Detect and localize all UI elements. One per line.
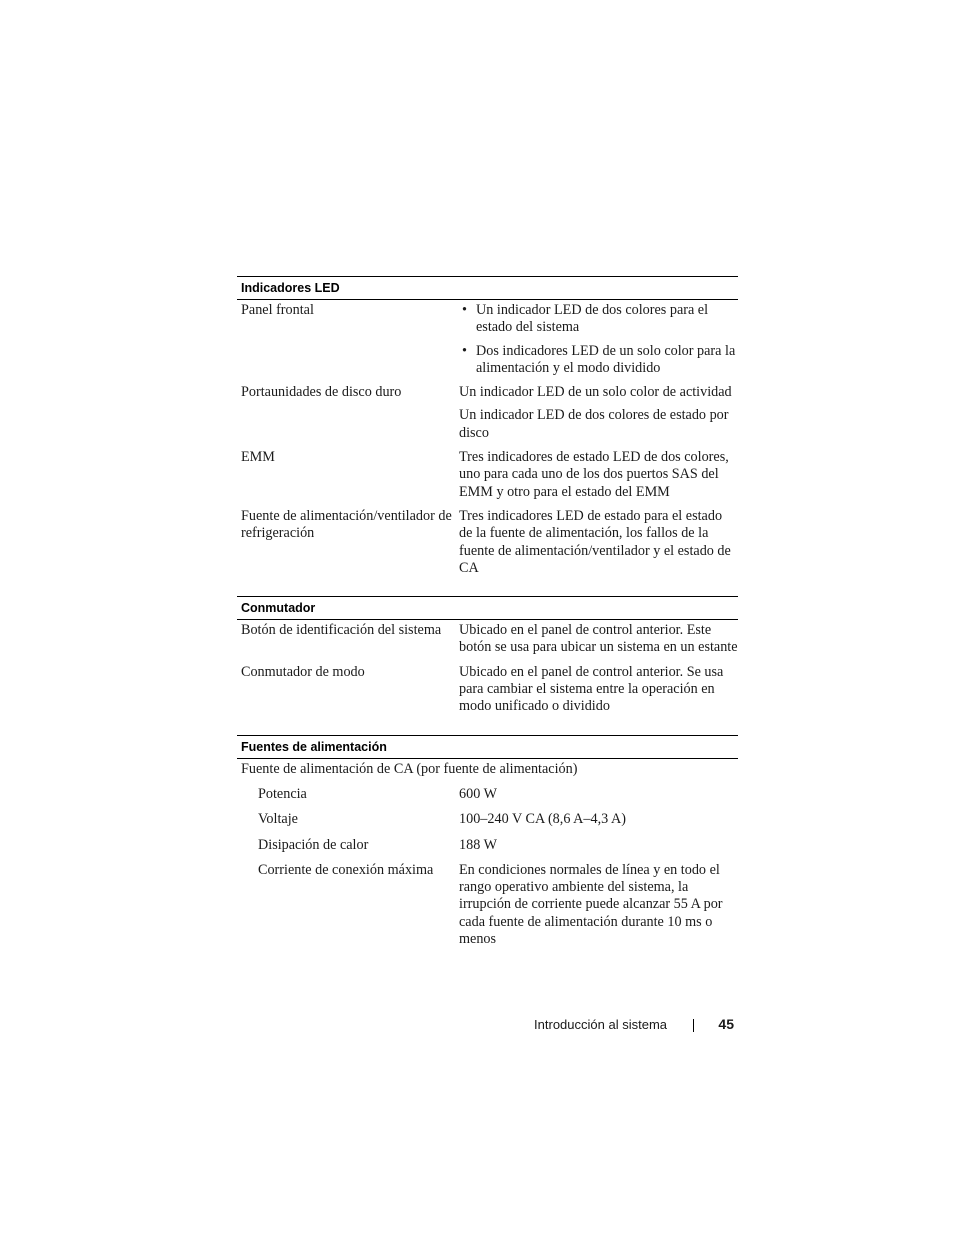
spec-row-emm (237, 449, 738, 501)
spec-value: Un indicador LED de un solo color de actividad (459, 384, 732, 401)
spec-row-front-panel (237, 302, 738, 377)
section-heading-leds: Indicadores LED (237, 276, 738, 300)
spec-label: Botón de identificación del sistema (241, 622, 442, 639)
spec-label: Conmutador de modo (241, 663, 365, 680)
spec-label: Fuente de alimentación/ventilador de refrigeración (241, 507, 452, 542)
spec-label: Potencia (258, 785, 307, 802)
footer-divider (693, 1019, 694, 1032)
spec-row-mode-switch (237, 664, 738, 716)
spec-value: 188 W (459, 836, 497, 853)
spec-label: Portaunidades de disco duro (241, 384, 402, 401)
spec-value: 100–240 V CA (8,6 A–4,3 A) (459, 811, 626, 828)
spec-row-wattage (237, 786, 738, 803)
spec-label: Panel frontal (241, 302, 314, 318)
spec-row-heat (237, 837, 738, 854)
footer-chapter-title: Introducción al sistema (534, 1017, 667, 1032)
spec-label: Disipación de calor (258, 836, 369, 853)
spec-row-inrush (237, 862, 738, 948)
spec-value: Tres indicadores de estado LED de dos colores, uno para cada uno de los dos puertos SAS del EMM y otro para el estado del EMM (459, 449, 729, 500)
page-number: 45 (718, 1016, 734, 1032)
list-item: • Dos indicadores LED de un solo color para la alimentación y el modo dividido (459, 343, 738, 378)
spec-value: Tres indicadores LED de estado para el estado de la fuente de alimentación, los fallos de la fuente de alimentación/ventilador y el estado de CA (459, 507, 731, 576)
spec-value: Ubicado en el panel de control anterior. Se usa para cambiar el sistema entre la operación en modo unificado o dividido (459, 663, 724, 715)
spec-value: 600 W (459, 785, 497, 802)
spec-value: En condiciones normales de línea y en todo el rango operativo ambiente del sistema, la irrupción de corriente puede alcanzar 55 A por cada fuente de alimentación durante 10 ms o menos (459, 861, 723, 948)
spec-row-hdd (237, 384, 738, 442)
spec-row-psu-fan (237, 508, 738, 577)
section-heading-switches: Conmutador (237, 596, 738, 620)
spec-row-id-button (237, 622, 738, 657)
spec-table (237, 276, 738, 948)
spec-row-voltage (237, 811, 738, 828)
spec-value: Ubicado en el panel de control anterior. Este botón se usa para ubicar un sistema en un estante (459, 622, 738, 656)
spec-label: Voltaje (258, 811, 298, 828)
spec-value: Un indicador LED de dos colores de estado por disco (459, 407, 729, 441)
page-footer (0, 1015, 954, 1035)
spec-subheading-ac: Fuente de alimentación de CA (por fuente de alimentación) (241, 760, 578, 777)
spec-label: Corriente de conexión máxima (258, 861, 434, 878)
list-item: • Un indicador LED de dos colores para el estado del sistema (459, 302, 738, 337)
section-heading-power: Fuentes de alimentación (237, 735, 738, 759)
spec-label: EMM (241, 449, 275, 466)
